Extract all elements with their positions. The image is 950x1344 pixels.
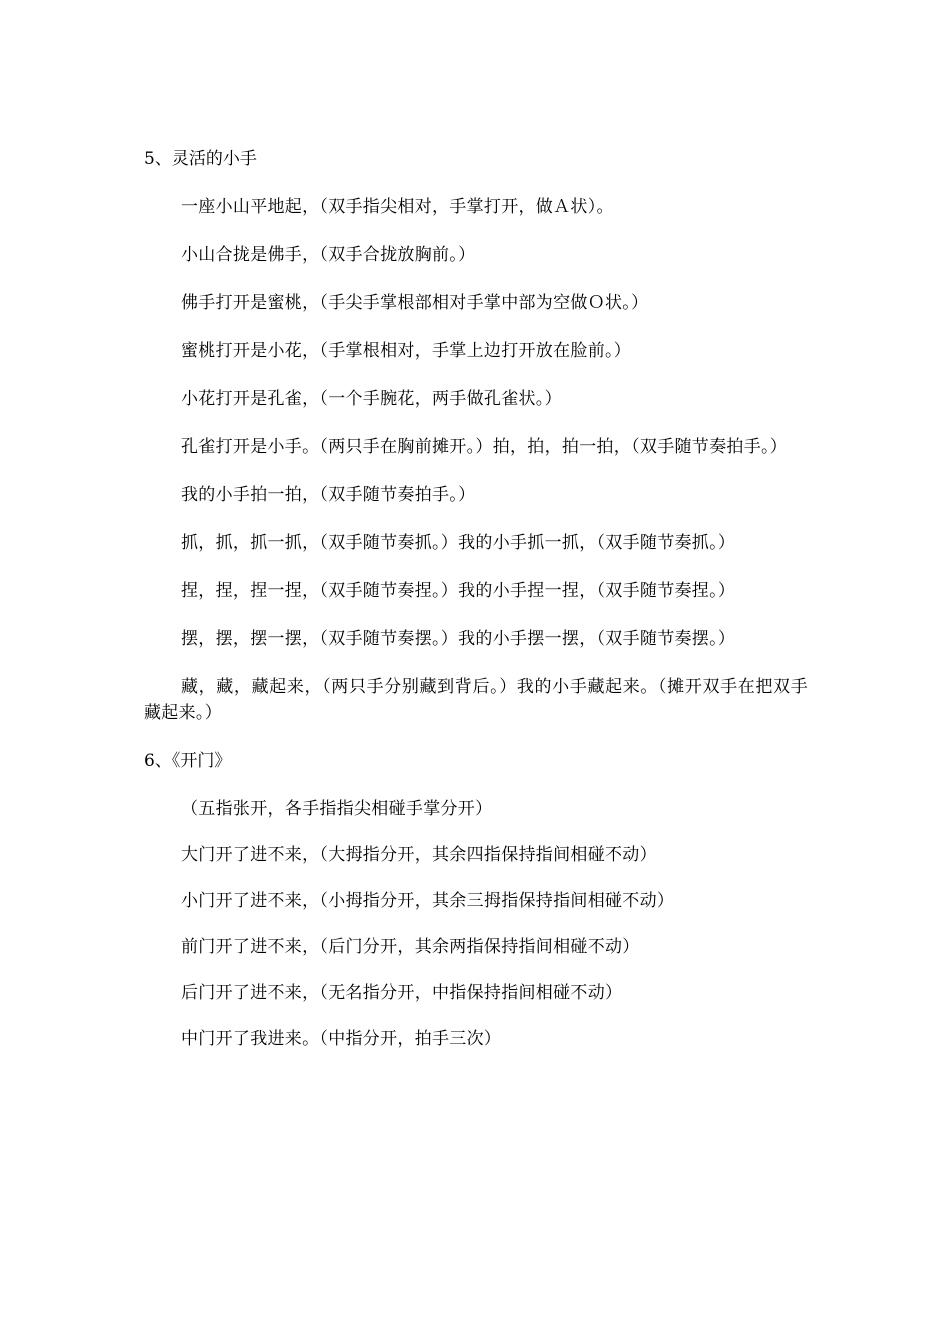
rhyme-line: 小花打开是孔雀，（一个手腕花，两手做孔雀状。）	[181, 389, 562, 409]
rhyme-line: 大门开了进不来，（大拇指分开，其余四指保持指间相碰不动）	[181, 845, 657, 865]
rhyme-line: 蜜桃打开是小花，（手掌根相对，手掌上边打开放在脸前。）	[181, 341, 632, 361]
section-heading-5: 5、灵活的小手	[144, 149, 257, 169]
rhyme-line: 孔雀打开是小手。（两只手在胸前摊开。）拍，拍，拍一拍，（双手随节奏拍手。）	[181, 437, 788, 457]
rhyme-line: 抓，抓，抓一抓，（双手随节奏抓。）我的小手抓一抓，（双手随节奏抓。）	[181, 533, 736, 553]
rhyme-line: 藏，藏，藏起来，（两只手分别藏到背后。）我的小手藏起来。（摊开双手在把双手藏起来。）	[144, 677, 808, 723]
section-heading-6: 6、《开门》	[144, 751, 232, 771]
rhyme-line: 前门开了进不来，（后门分开，其余两指保持指间相碰不动）	[181, 937, 640, 957]
rhyme-line: （五指张开，各手指指尖相碰手掌分开）	[181, 799, 493, 819]
rhyme-line: 捏，捏，捏一捏，（双手随节奏捏。）我的小手捏一捏，（双手随节奏捏。）	[181, 581, 736, 601]
rhyme-line: 小山合拢是佛手，（双手合拢放胸前。）	[181, 245, 476, 265]
rhyme-line: 后门开了进不来，（无名指分开，中指保持指间相碰不动）	[181, 983, 623, 1003]
rhyme-line: 一座小山平地起，（双手指尖相对，手掌打开，做Ａ状）。	[181, 197, 614, 217]
rhyme-line: 佛手打开是蜜桃，（手尖手掌根部相对手掌中部为空做Ｏ状。）	[181, 293, 649, 313]
rhyme-line: 小门开了进不来，（小拇指分开，其余三拇指保持指间相碰不动）	[181, 891, 675, 911]
rhyme-line: 中门开了我进来。（中指分开，拍手三次）	[181, 1029, 502, 1049]
rhyme-line: 我的小手拍一拍，（双手随节奏拍手。）	[181, 485, 476, 505]
rhyme-line: 摆，摆，摆一摆，（双手随节奏摆。）我的小手摆一摆，（双手随节奏摆。）	[181, 629, 736, 649]
document-body	[144, 146, 808, 1072]
